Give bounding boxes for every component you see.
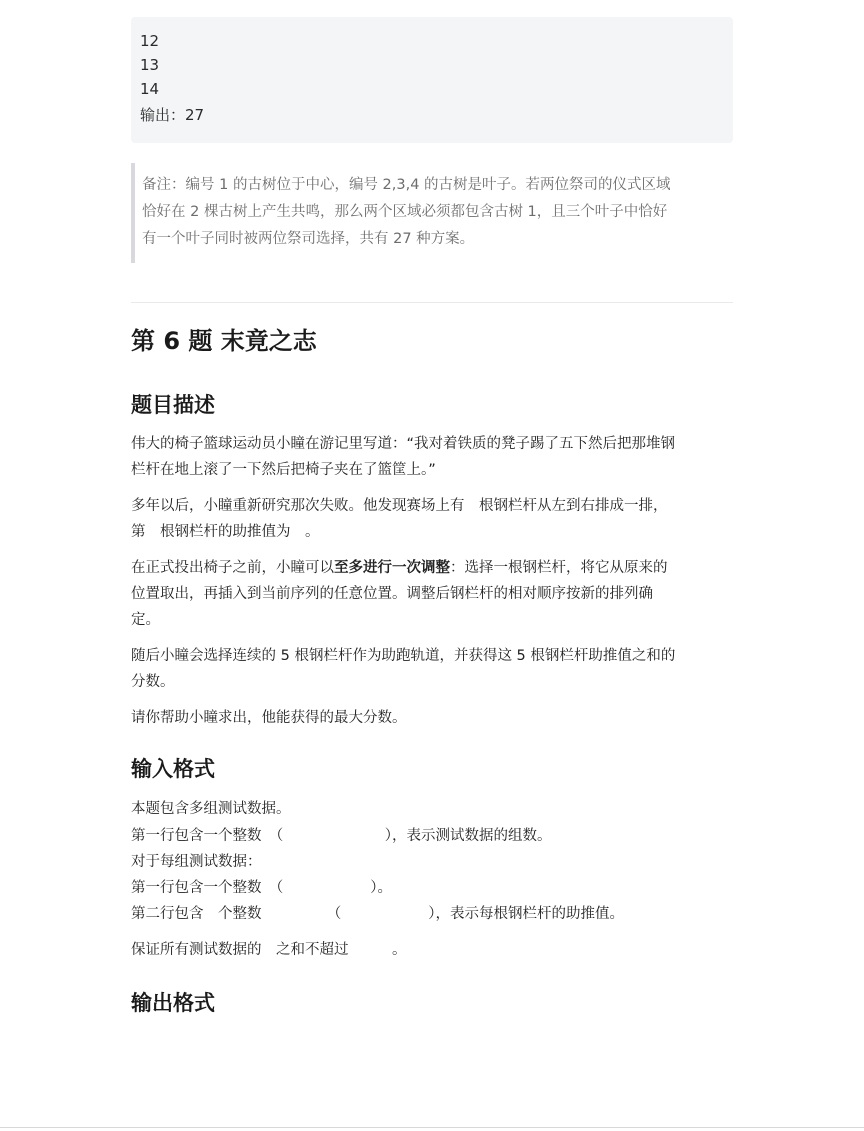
- code-line: 12: [140, 32, 160, 50]
- description-heading: 题目描述: [131, 393, 215, 417]
- code-line: 输出：27: [140, 106, 205, 124]
- text-span: ：选择一根钢栏杆，将它从原来的: [450, 560, 668, 576]
- page-bottom-border: [0, 1127, 864, 1128]
- paragraph-line: 随后小瞳会选择连续的 5 根钢栏杆作为助跑轨道，并获得这 5 根钢栏杆助推值之和的: [131, 648, 676, 664]
- code-line: 13: [140, 56, 160, 74]
- note-line: 有一个叶子同时被两位祭司选择，共有 27 种方案。: [142, 231, 475, 247]
- paragraph-line: [131, 558, 668, 578]
- paragraph-line: 请你帮助小瞳求出，他能获得的最大分数。: [131, 710, 407, 726]
- text-span: 在正式投出椅子之前，小瞳可以: [131, 560, 334, 576]
- paragraph-line: 保证所有测试数据的 之和不超过 。: [131, 942, 407, 958]
- note-line: 备注：编号 1 的古树位于中心，编号 2,3,4 的古树是叶子。若两位祭司的仪式区域: [142, 177, 671, 193]
- paragraph-line: 定。: [131, 612, 160, 628]
- paragraph-line: 位置取出，再插入到当前序列的任意位置。调整后钢栏杆的相对顺序按新的排列确: [131, 586, 653, 602]
- section-divider: [131, 302, 733, 303]
- code-line: 14: [140, 80, 160, 98]
- paragraph-line: 第一行包含一个整数 （ ），表示测试数据的组数。: [131, 828, 552, 844]
- note-line: 恰好在 2 棵古树上产生共鸣，那么两个区域必须都包含古树 1，且三个叶子中恰好: [142, 204, 668, 220]
- note-blockquote: [131, 163, 737, 263]
- sample-code-block: [131, 17, 733, 143]
- problem-title: 第 6 题 末竟之志: [131, 327, 317, 355]
- paragraph-line: 第一行包含一个整数 （ ）。: [131, 880, 392, 896]
- paragraph-line: 分数。: [131, 674, 175, 690]
- paragraph-line: 本题包含多组测试数据。: [131, 801, 291, 817]
- paragraph-line: 多年以后，小瞳重新研究那次失败。他发现赛场上有 根钢栏杆从左到右排成一排，: [131, 498, 668, 514]
- input-format-heading: 输入格式: [131, 757, 215, 781]
- paragraph-line: 栏杆在地上滚了一下然后把椅子夹在了篮筐上。”: [131, 462, 436, 478]
- paragraph-line: 对于每组测试数据：: [131, 854, 262, 870]
- paragraph-line: 伟大的椅子篮球运动员小瞳在游记里写道：“我对着铁质的凳子踢了五下然后把那堆钢: [131, 436, 676, 452]
- paragraph-line: 第二行包含 个整数 （ ），表示每根钢栏杆的助推值。: [131, 906, 624, 922]
- paragraph-line: 第 根钢栏杆的助推值为 。: [131, 524, 320, 540]
- bold-emphasis: 至多进行一次调整: [334, 560, 450, 576]
- output-format-heading: 输出格式: [131, 991, 215, 1015]
